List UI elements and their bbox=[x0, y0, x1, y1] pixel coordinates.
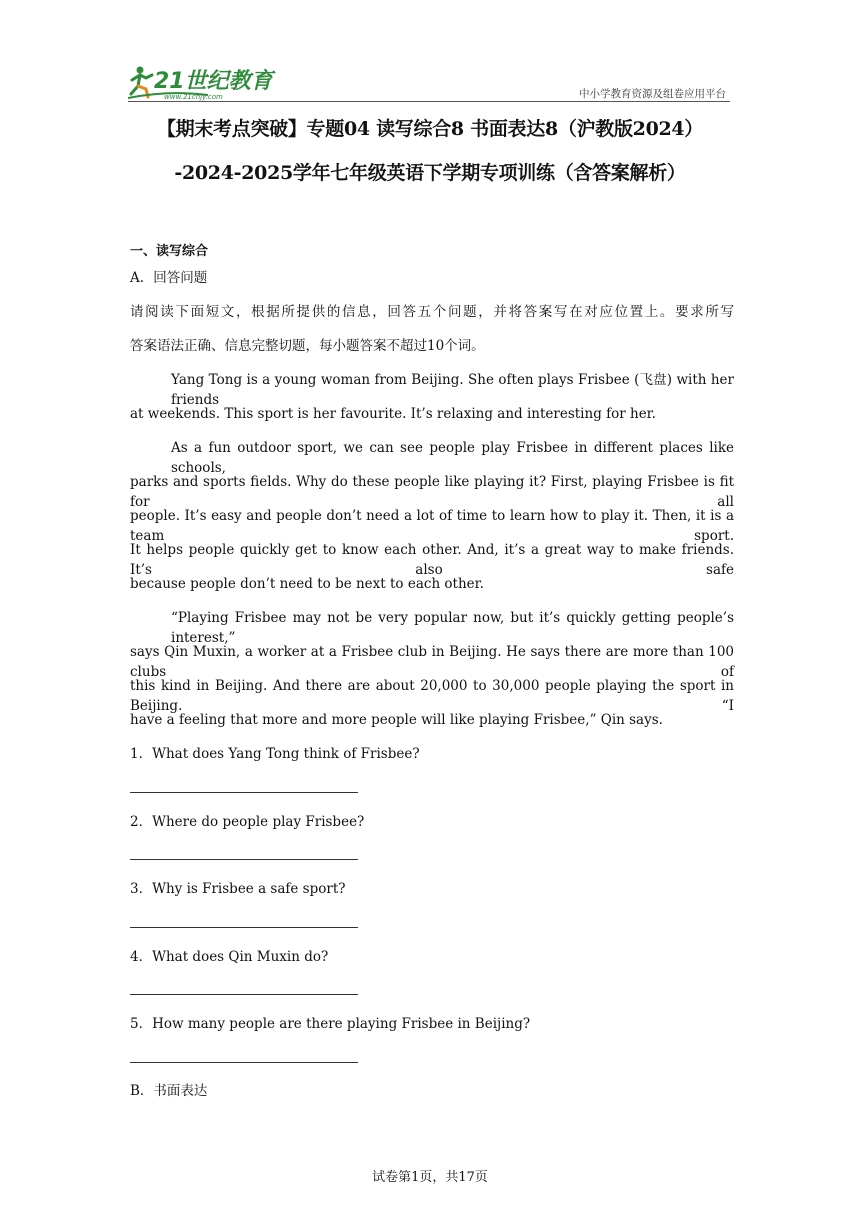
section-heading: 一、读写综合 bbox=[130, 244, 209, 259]
passage-line: because people don’t need to be next to each other. bbox=[130, 576, 484, 592]
question-2: 2．Where do people play Frisbee? bbox=[130, 814, 365, 830]
logo-text: 21世纪教育 bbox=[154, 69, 273, 94]
page-header bbox=[128, 62, 730, 102]
passage-line: this kind in Beijing. And there are about 20,000 to 30,000 people playing the sport in Beijing. “I bbox=[130, 678, 734, 714]
answer-line-5[interactable] bbox=[130, 1062, 358, 1063]
answer-line-4[interactable] bbox=[130, 994, 358, 995]
instruction-line: 答案语法正确、信息完整切题，每小题答案不超过10个词。 bbox=[130, 338, 485, 354]
part-b-label: B．书面表达 bbox=[130, 1083, 208, 1099]
instruction-line: 请阅读下面短文，根据所提供的信息，回答五个问题，并将答案写在对应位置上。要求所写 bbox=[130, 304, 734, 320]
answer-line-2[interactable] bbox=[130, 859, 358, 860]
answer-line-3[interactable] bbox=[130, 927, 358, 928]
logo-subtext: www.21cnjy.com bbox=[164, 93, 223, 101]
passage-line: “Playing Frisbee may not be very popular now, but it’s quickly getting people’s interest,” bbox=[171, 610, 734, 646]
passage-line: have a feeling that more and more people will like playing Frisbee,” Qin says. bbox=[130, 712, 663, 728]
page-footer: 试卷第1页，共17页 bbox=[372, 1170, 488, 1185]
passage-line: parks and sports fields. Why do these people like playing it? First, playing Frisbee is fit for all bbox=[130, 474, 734, 510]
passage-line: people. It’s easy and people don’t need a lot of time to learn how to play it. Then, it is a team sport. bbox=[130, 508, 734, 544]
logo-21cnjy bbox=[128, 62, 278, 102]
question-5: 5．How many people are there playing Frisbee in Beijing? bbox=[130, 1016, 531, 1032]
passage-line: It helps people quickly get to know each other. And, it’s a great way to make friends. It’s also safe bbox=[130, 542, 734, 578]
document-title-line2: -2024-2025学年七年级英语下学期专项训练（含答案解析） bbox=[174, 162, 686, 184]
passage-line: says Qin Muxin, a worker at a Frisbee club in Beijing. He says there are more than 100 clubs of bbox=[130, 644, 734, 680]
document-title-line1: 【期末考点突破】专题04 读写综合8 书面表达8（沪教版2024） bbox=[156, 118, 704, 140]
answer-line-1[interactable] bbox=[130, 792, 358, 793]
question-3: 3．Why is Frisbee a safe sport? bbox=[130, 881, 346, 897]
header-platform-text: 中小学教育资源及组卷应用平台 bbox=[579, 88, 726, 100]
header-divider bbox=[128, 101, 730, 102]
question-1: 1．What does Yang Tong think of Frisbee? bbox=[130, 746, 420, 762]
passage-line: at weekends. This sport is her favourite. It’s relaxing and interesting for her. bbox=[130, 406, 656, 422]
passage-line: As a fun outdoor sport, we can see people play Frisbee in different places like schools, bbox=[171, 440, 734, 476]
question-4: 4．What does Qin Muxin do? bbox=[130, 949, 329, 965]
part-a-label: A．回答问题 bbox=[130, 270, 208, 286]
passage-line: Yang Tong is a young woman from Beijing. She often plays Frisbee (飞盘) with her friends bbox=[171, 372, 734, 408]
